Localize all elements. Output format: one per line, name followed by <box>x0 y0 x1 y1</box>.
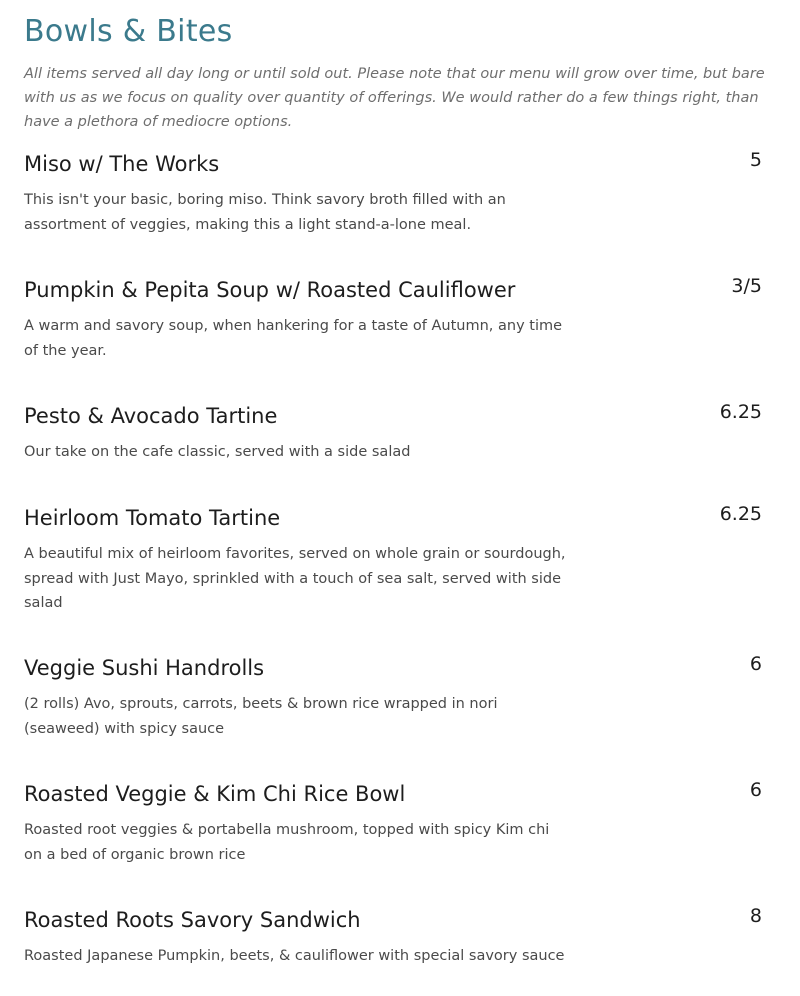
menu-item-name: Heirloom Tomato Tartine <box>24 506 281 530</box>
menu-item-name: Roasted Veggie & Kim Chi Rice Bowl <box>24 782 406 806</box>
menu-item-price: 6.25 <box>719 503 762 525</box>
menu-item-description: Our take on the cafe classic, served with a side salad <box>24 444 411 460</box>
menu-item-price: 6 <box>749 779 762 801</box>
menu-item-name: Miso w/ The Works <box>24 152 220 176</box>
menu-item-description: (2 rolls) Avo, sprouts, carrots, beets & brown rice wrapped in nori (seaweed) with spicy sauce <box>24 696 498 737</box>
menu-item-price: 6.25 <box>719 401 762 423</box>
menu-item-name: Veggie Sushi Handrolls <box>24 656 265 680</box>
menu-item-name: Roasted Roots Savory Sandwich <box>24 908 361 932</box>
menu-item-description: A beautiful mix of heirloom favorites, served on whole grain or sourdough, spread with Just Mayo, sprinkled with a touch of sea salt, served with side salad <box>24 546 566 611</box>
menu-item-description: Roasted Japanese Pumpkin, beets, & cauliflower with special savory sauce <box>24 948 565 964</box>
menu-item-price: 6 <box>749 653 762 675</box>
menu-item-price: 5 <box>749 149 762 171</box>
menu-item-name: Pesto & Avocado Tartine <box>24 404 278 428</box>
menu-item-price: 8 <box>749 905 762 927</box>
section-title: Bowls & Bites <box>24 14 233 49</box>
menu-item-description: Roasted root veggies & portabella mushroom, topped with spicy Kim chi on a bed of organic brown rice <box>24 822 550 863</box>
menu-item-description: This isn't your basic, boring miso. Think savory broth filled with an assortment of veggies, making this a light stand-a-lone meal. <box>24 192 506 233</box>
menu-item-description: A warm and savory soup, when hankering for a taste of Autumn, any time of the year. <box>24 318 563 359</box>
menu-item-price: 3/5 <box>731 275 762 297</box>
menu-item-name: Pumpkin & Pepita Soup w/ Roasted Cauliflower <box>24 278 516 302</box>
section-intro: All items served all day long or until sold out. Please note that our menu will grow over time, but bare with us as we focus on quality over quantity of offerings. We would rather do a few things right, than have a plethora of mediocre options. <box>24 66 765 130</box>
